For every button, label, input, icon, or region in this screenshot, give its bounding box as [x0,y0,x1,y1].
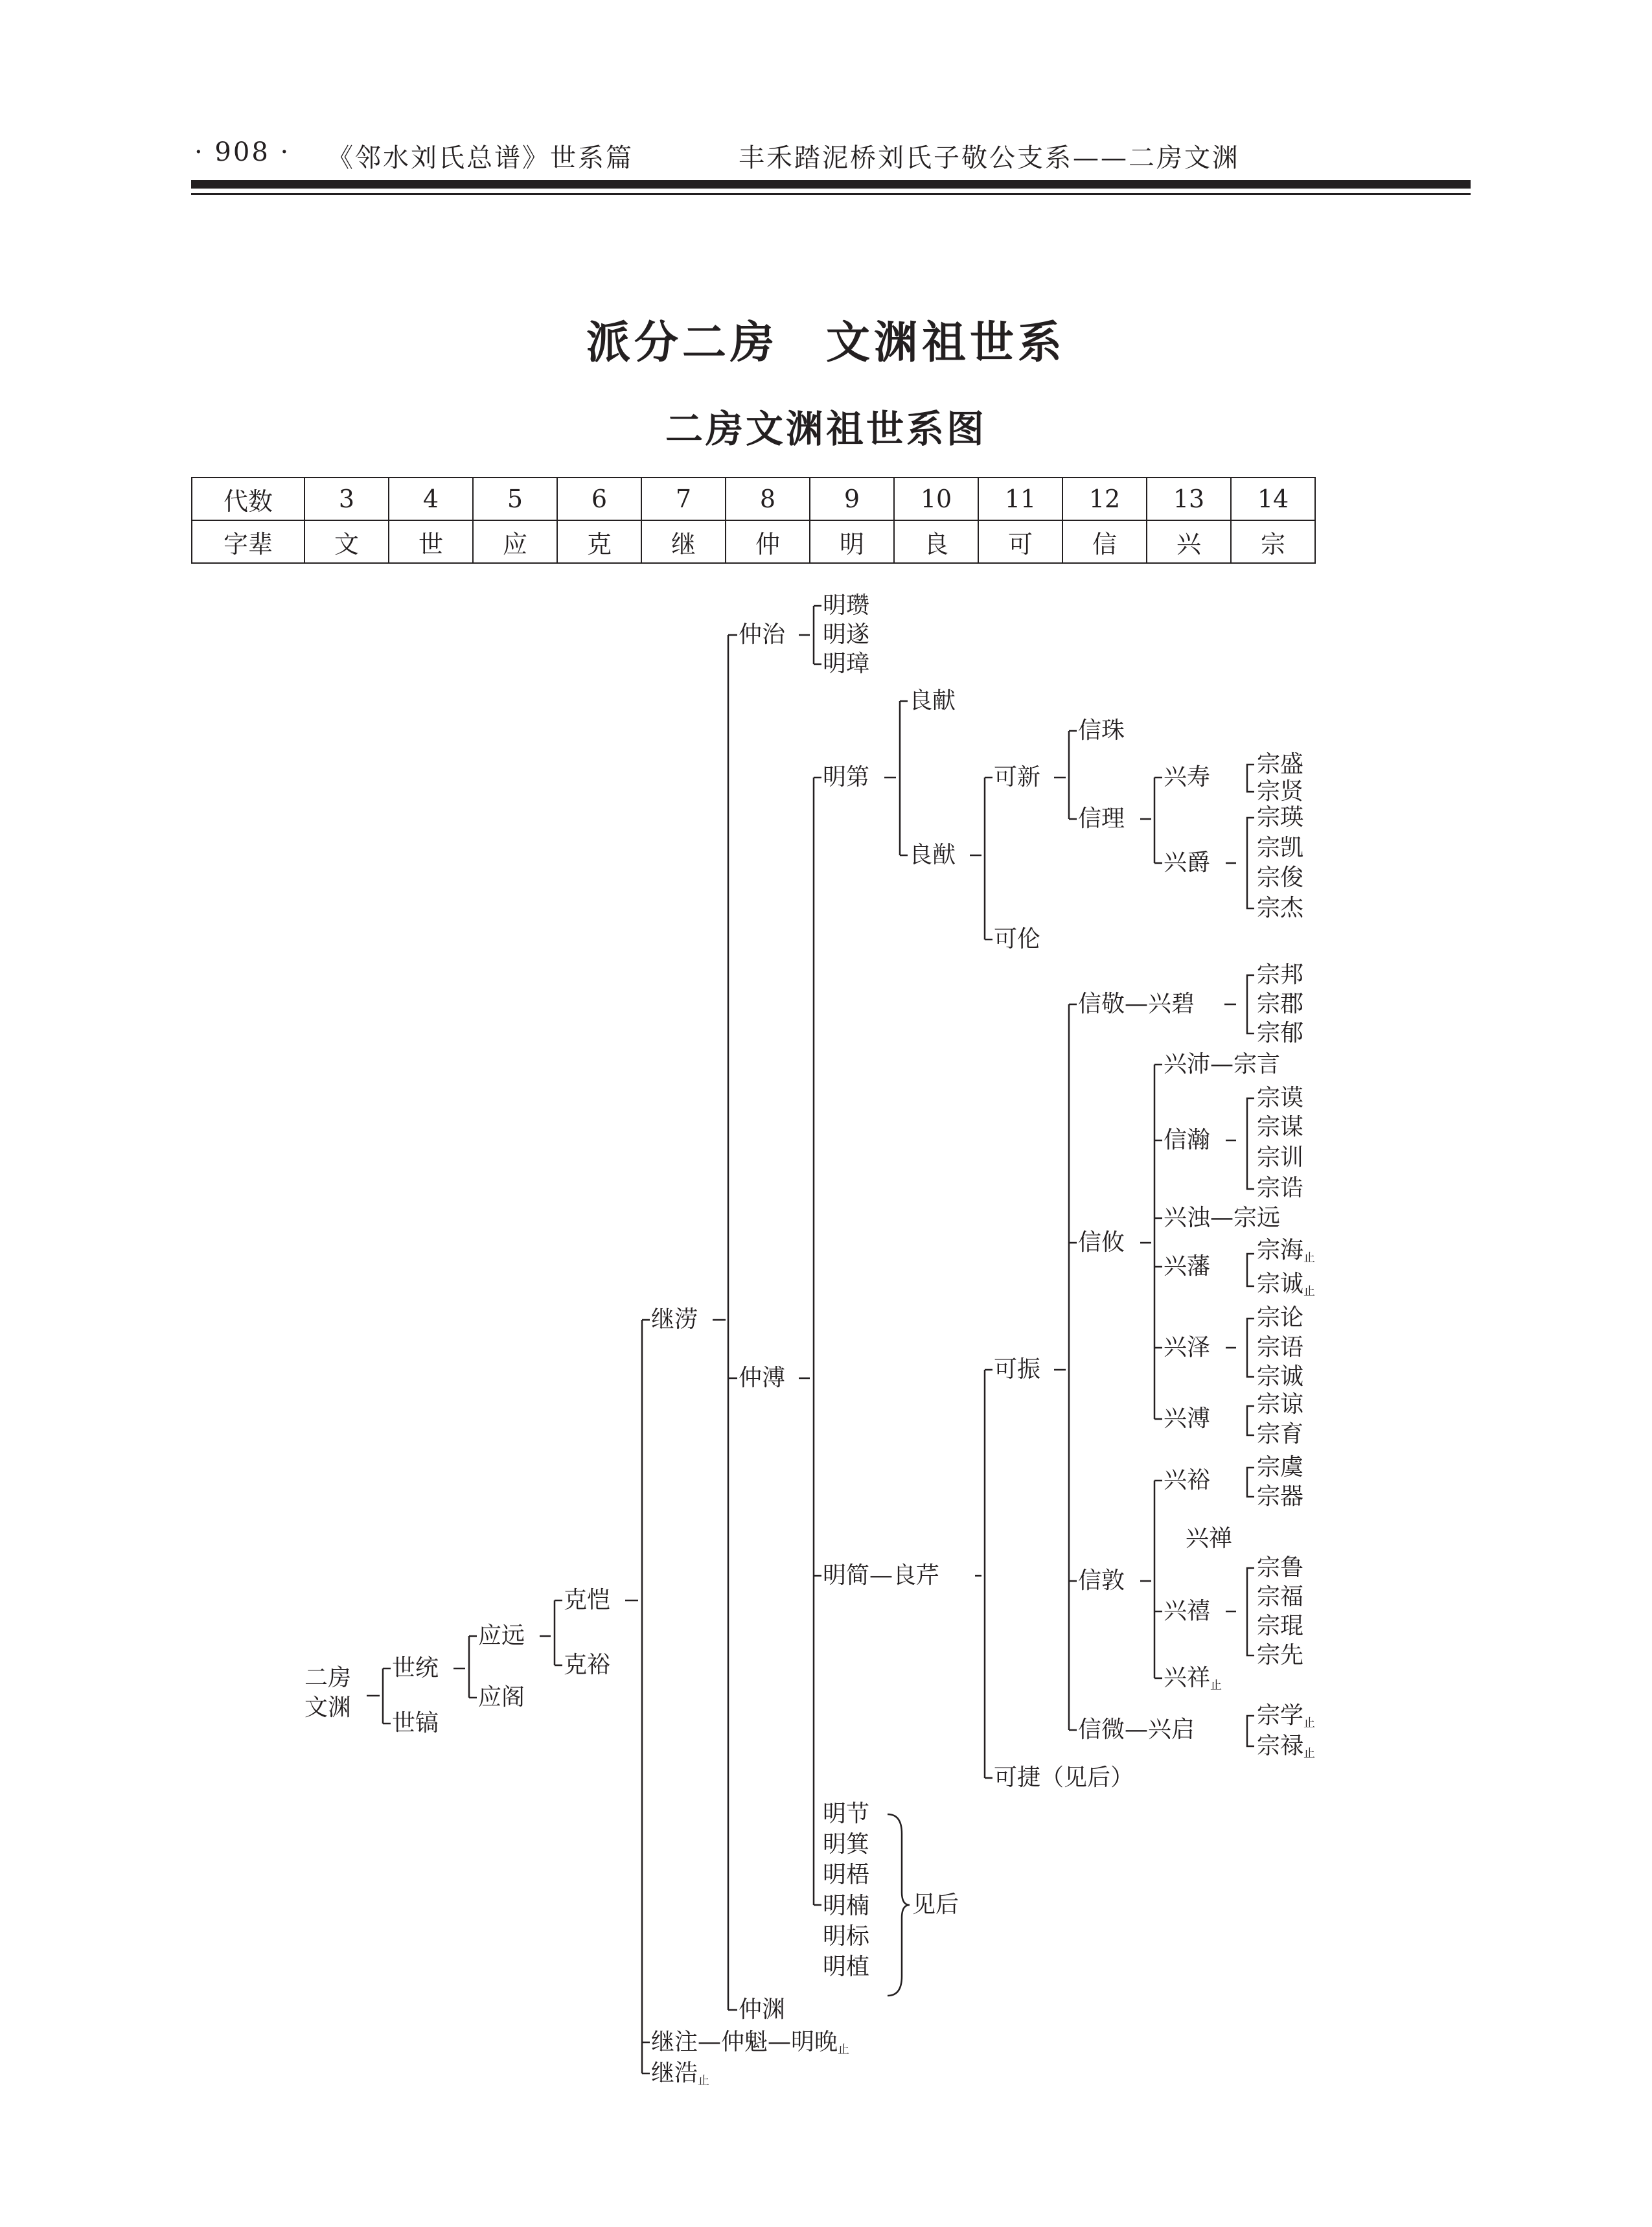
member-node: 世镐 [392,1710,439,1737]
member-node: 继涝 [651,1306,698,1333]
member-node: 宗禄 [1257,1733,1304,1759]
member-node: 继注—仲魁—明晚 [651,2029,838,2055]
member-node: 明节 [823,1801,870,1827]
member-node: 良猷 [909,842,956,868]
member-node: 明植 [823,1954,870,1980]
terminated-mark: 止 [1303,1747,1316,1760]
generation-cell: 10 [894,478,978,520]
member-node: 明箕 [823,1831,870,1858]
member-node: 宗贤 [1257,778,1304,805]
member-node: 宗育 [1257,1421,1304,1448]
character-cell: 克 [557,520,641,563]
terminated-mark: 止 [838,2043,850,2057]
member-node: 兴寿 [1164,764,1211,790]
member-node: 明简—良芹 [823,1562,940,1589]
generation-cell: 12 [1062,478,1147,520]
member-node: 明标 [823,1923,870,1950]
character-cell: 宗 [1231,520,1315,563]
row-label: 代数 [192,478,304,520]
member-node: 应远 [478,1622,525,1649]
terminated-mark: 止 [1303,1716,1316,1730]
member-node: 可捷（见后） [994,1764,1134,1791]
character-cell: 明 [810,520,894,563]
character-cell: 仲 [726,520,810,563]
member-node: 宗盛 [1257,751,1304,778]
member-node: 宗先 [1257,1642,1304,1668]
member-line [651,2059,709,2095]
member-node: 兴禅 [1186,1525,1233,1552]
member-node: 宗鲁 [1257,1554,1304,1581]
member-node: 兴溥 [1164,1405,1211,1432]
member-node: 宗谅 [1257,1391,1304,1418]
member-node: 兴浊—宗远 [1164,1205,1281,1231]
member-node: 兴沛—宗言 [1164,1051,1281,1078]
terminated-mark: 止 [698,2074,710,2088]
member-node: 仲溥 [739,1365,786,1391]
member-node: 宗凯 [1257,835,1304,861]
character-cell: 可 [978,520,1062,563]
generation-cell: 6 [557,478,641,520]
member-node: 信攸 [1078,1229,1125,1256]
row-label: 字辈 [192,520,304,563]
member-line [1164,1664,1222,1700]
generation-cell: 5 [473,478,557,520]
character-cell: 文 [304,520,389,563]
member-node: 信瀚 [1164,1127,1211,1153]
member-node: 应阁 [478,1684,525,1711]
member-node: 信微—兴启 [1078,1716,1195,1743]
member-node: 明璋 [823,651,870,677]
member-node: 宗诚 [1257,1363,1304,1390]
member-node: 仲治 [739,621,786,648]
member-node: 可新 [994,764,1041,790]
member-node: 宗福 [1257,1584,1304,1610]
generation-cell: 8 [726,478,810,520]
member-node: 宗语 [1257,1334,1304,1361]
member-node: 兴禧 [1164,1598,1211,1624]
member-node: 信敦 [1078,1567,1125,1594]
member-node: 宗邦 [1257,962,1304,988]
member-node: 世统 [392,1655,439,1681]
character-cell: 信 [1062,520,1147,563]
member-node: 克裕 [564,1652,611,1678]
member-node: 宗海 [1257,1237,1304,1264]
member-line [1257,1270,1315,1306]
member-node: 克恺 [564,1587,611,1613]
character-cell: 兴 [1147,520,1231,563]
member-line [1257,1236,1315,1273]
member-node: 仲渊 [739,1996,786,2023]
member-node: 宗谋 [1257,1114,1304,1140]
generation-cell: 3 [304,478,389,520]
generation-cell: 9 [810,478,894,520]
member-line [1257,1732,1315,1768]
member-node: 信理 [1078,805,1125,832]
chart-title: 二房文渊祖世系图 [665,407,987,451]
member-node: 可振 [994,1356,1041,1383]
member-node: 继浩 [651,2060,698,2086]
member-node: 宗杰 [1257,895,1304,921]
member-node: 宗虞 [1257,1454,1304,1481]
generation-cell: 4 [389,478,473,520]
member-node: 宗俊 [1257,864,1304,891]
character-cell: 良 [894,520,978,563]
member-node: 兴爵 [1164,849,1211,876]
page-number: · 908 · [194,137,291,167]
character-cell: 应 [473,520,557,563]
member-node: 信敬—兴碧 [1078,991,1195,1017]
root-ancestor-name: 文渊 [304,1694,352,1721]
member-node: 宗琨 [1257,1613,1304,1639]
page-title: 派分二房 文渊祖世系 [586,317,1066,369]
member-node: 兴泽 [1164,1334,1211,1361]
member-node: 宗谟 [1257,1085,1304,1111]
member-node: 宗郡 [1257,991,1304,1017]
member-node: 兴藩 [1164,1253,1211,1280]
terminated-mark: 止 [1303,1251,1316,1265]
book-title: 《邻水刘氏总谱》世系篇 [327,143,634,173]
generation-cell: 11 [978,478,1062,520]
see-later-note: 见后 [912,1891,959,1918]
branch-title: 丰禾踏泥桥刘氏子敬公支系——二房文渊 [739,143,1240,173]
root-branch-label: 二房 [304,1665,352,1691]
terminated-mark: 止 [1303,1285,1316,1298]
terminated-mark: 止 [1210,1679,1222,1692]
member-node: 明第 [823,764,870,790]
member-node: 明遂 [823,621,870,648]
member-node: 良献 [909,687,956,714]
member-node: 可伦 [994,926,1041,952]
member-node: 明楠 [823,1893,870,1919]
member-node: 信珠 [1078,717,1125,744]
generation-cell: 7 [641,478,726,520]
character-cell: 世 [389,520,473,563]
member-node: 明瓒 [823,592,870,619]
member-node: 兴裕 [1164,1467,1211,1494]
member-node: 宗训 [1257,1144,1304,1171]
member-node: 宗论 [1257,1304,1304,1331]
member-node: 宗瑛 [1257,804,1304,831]
member-node: 宗郁 [1257,1020,1304,1046]
member-node: 宗诚 [1257,1271,1304,1297]
member-node: 宗学 [1257,1702,1304,1729]
generation-cell: 13 [1147,478,1231,520]
member-node: 明梧 [823,1862,870,1888]
member-node: 兴祥 [1164,1665,1211,1691]
character-cell: 继 [641,520,726,563]
member-node: 宗诰 [1257,1175,1304,1201]
generation-cell: 14 [1231,478,1315,520]
member-node: 宗器 [1257,1483,1304,1510]
